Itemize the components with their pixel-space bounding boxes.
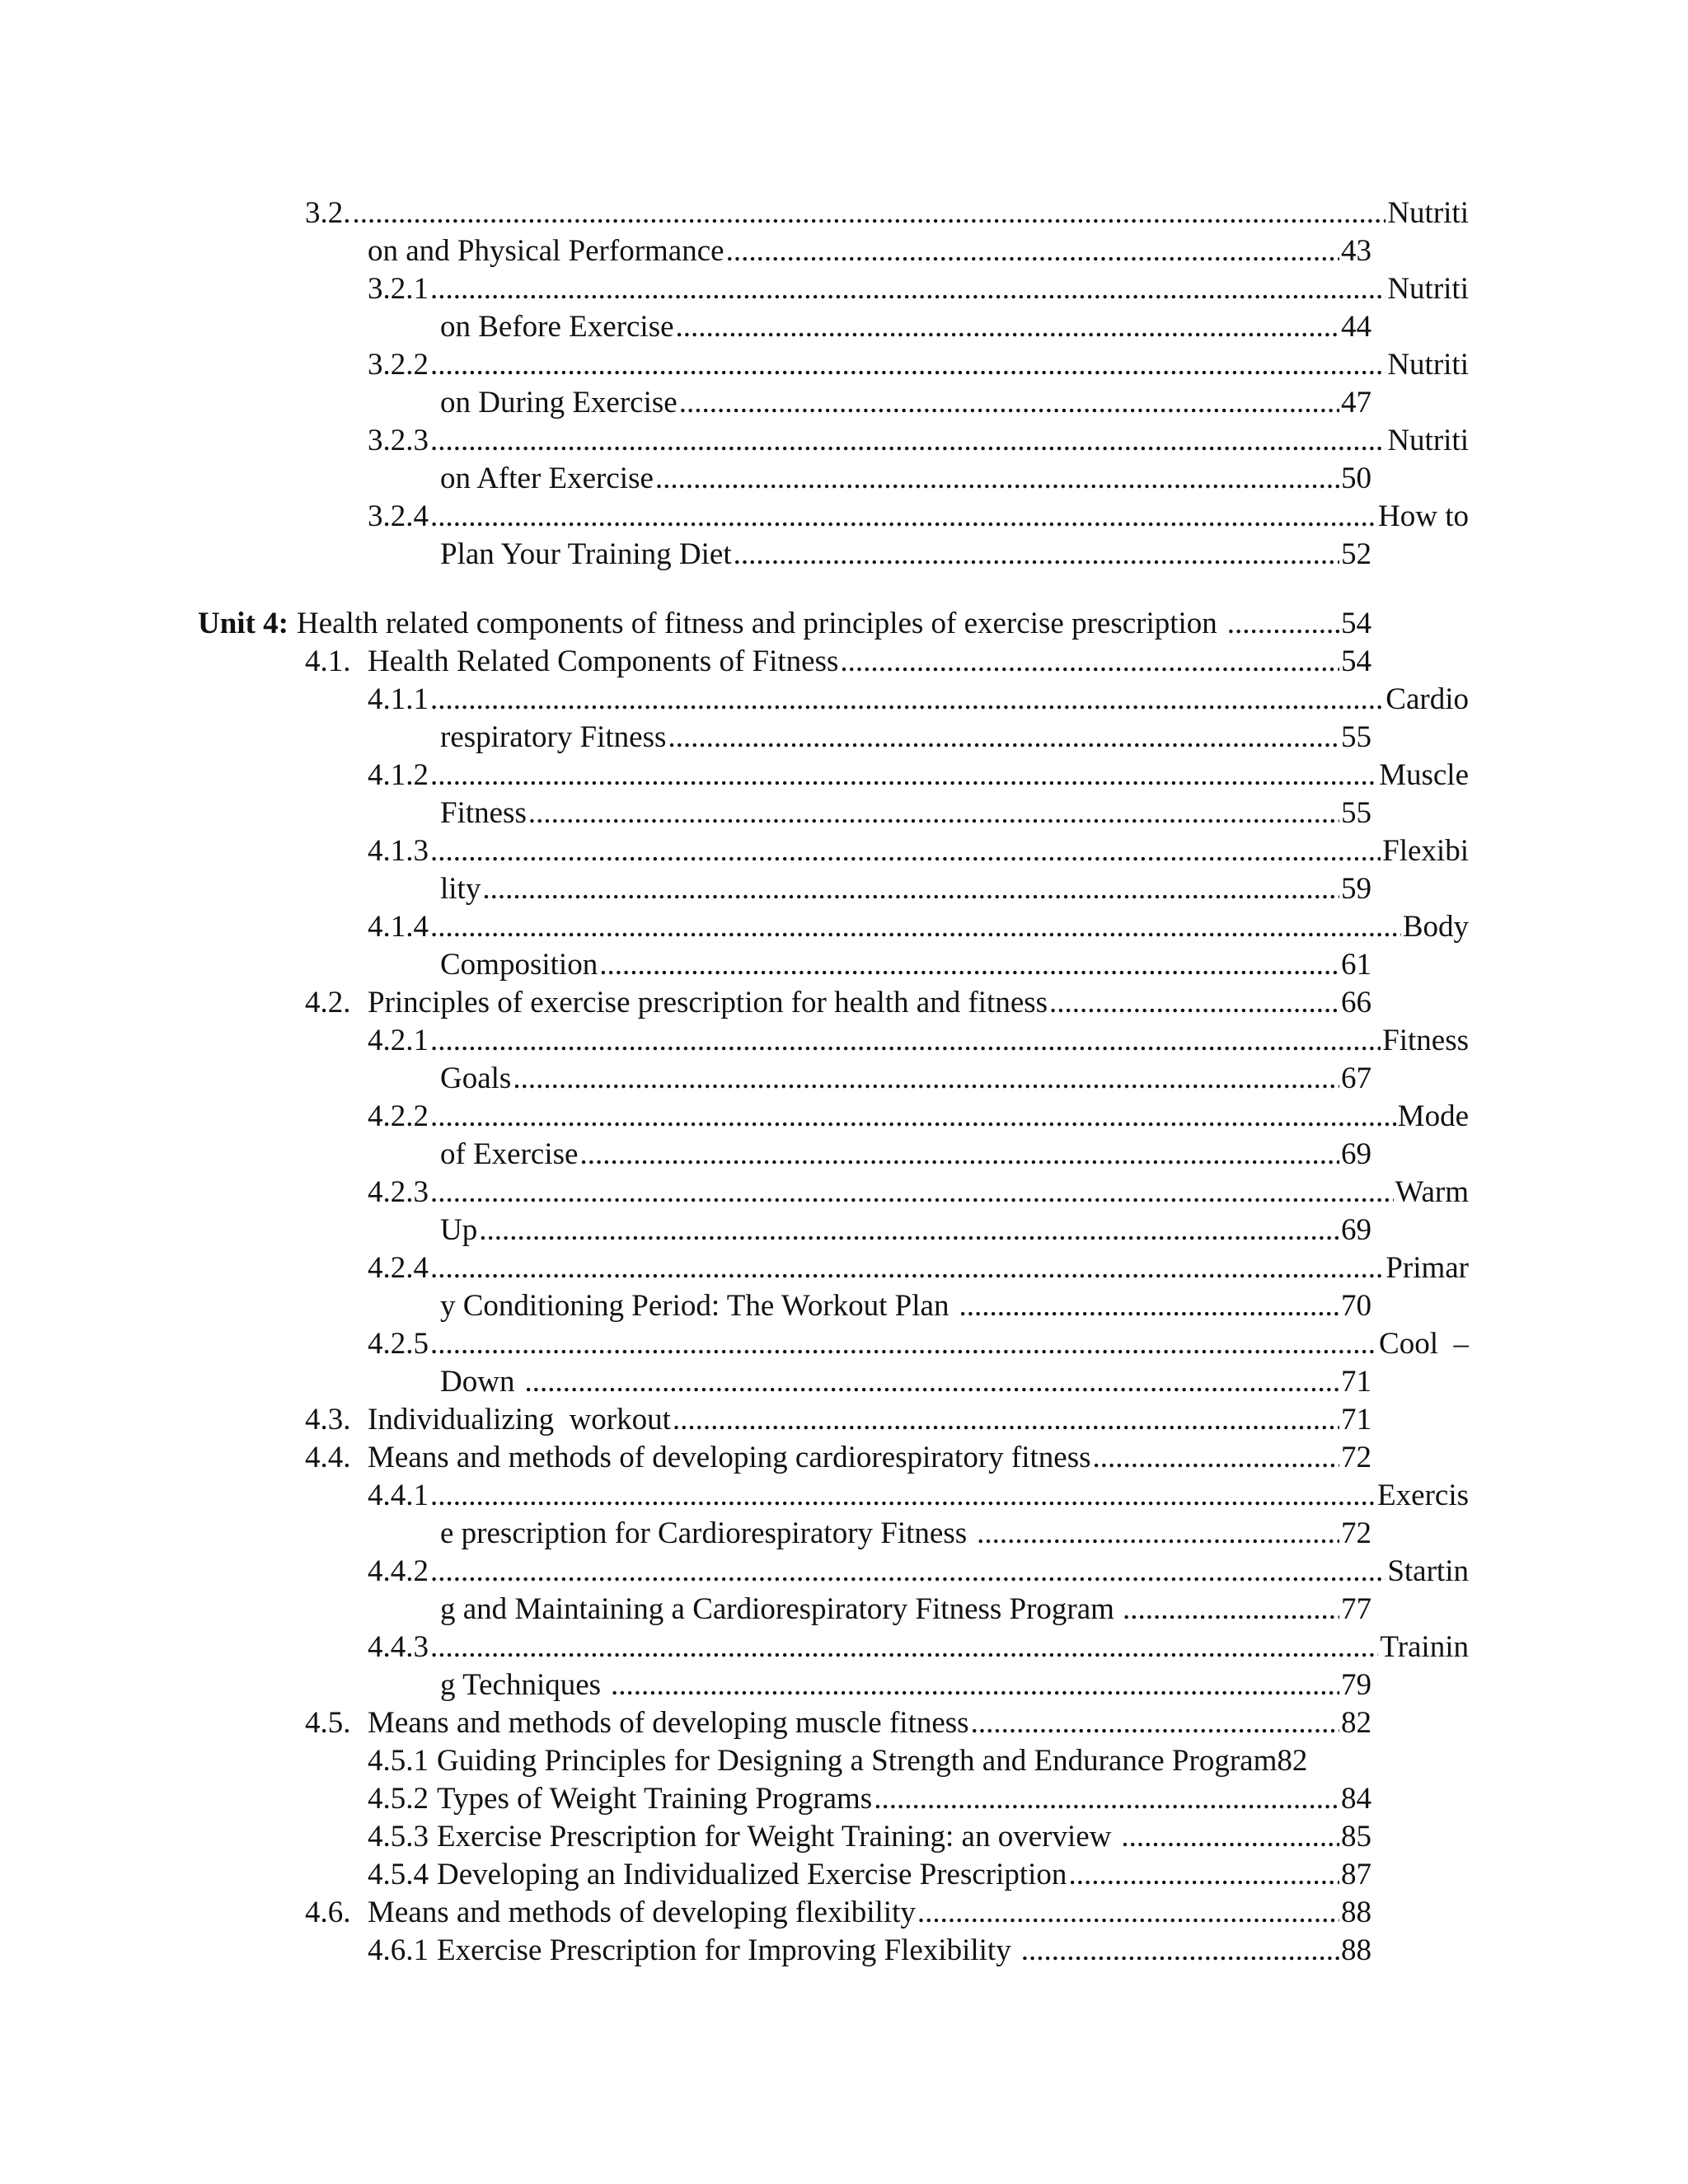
entry-tail: Trainin — [1380, 1630, 1469, 1664]
unit-title: Health related components of fitness and principles of exercise prescription — [296, 607, 1217, 640]
leader-dots — [676, 308, 1339, 346]
leader-dots — [430, 1325, 1377, 1363]
entry-title: Guiding Principles for Designing a Strength and Endurance Program — [437, 1744, 1278, 1778]
section-number: 4.1.4 — [368, 910, 429, 944]
page-number: 71 — [1341, 1365, 1372, 1399]
leader-dots — [528, 794, 1339, 832]
toc-entry[interactable] — [368, 1098, 1469, 1136]
page-number: 82 — [1277, 1744, 1308, 1778]
section-number: 4.5. — [305, 1706, 351, 1740]
page-number: 55 — [1341, 720, 1372, 754]
toc-entry[interactable] — [440, 794, 1372, 832]
leader-dots — [655, 460, 1339, 498]
leader-dots — [679, 384, 1339, 422]
toc-entry[interactable] — [368, 1932, 1372, 1970]
section-number: 4.4. — [305, 1441, 351, 1474]
entry-tail: Body — [1402, 910, 1469, 944]
leader-dots — [430, 1553, 1386, 1591]
toc-entry[interactable] — [368, 1477, 1469, 1515]
leader-dots — [430, 908, 1401, 946]
section-number: 4.2. — [305, 986, 351, 1019]
page-number: 70 — [1341, 1289, 1372, 1323]
leader-dots — [513, 1060, 1339, 1098]
leader-dots — [611, 1666, 1339, 1704]
leader-dots — [1049, 984, 1339, 1022]
entry-title: Means and methods of developing cardiorespiratory fitness — [368, 1441, 1091, 1474]
leader-dots — [430, 422, 1386, 460]
entry-title: Fitness — [440, 796, 527, 830]
entry-title: on After Exercise — [440, 462, 654, 495]
page-number: 88 — [1341, 1896, 1372, 1929]
leader-dots — [524, 1363, 1339, 1401]
page-number: 79 — [1341, 1668, 1372, 1702]
page-number: 72 — [1341, 1516, 1372, 1550]
entry-title: Exercise Prescription for Improving Flexibility — [437, 1933, 1011, 1967]
page-number: 69 — [1341, 1213, 1372, 1247]
entry-title: Up — [440, 1213, 478, 1247]
section-number: 4.2.1 — [368, 1024, 429, 1057]
section-number: 4.2.3 — [368, 1175, 429, 1209]
toc-entry[interactable] — [440, 1287, 1372, 1325]
section-number: 3.2.1 — [368, 272, 429, 306]
toc-entry[interactable] — [440, 1515, 1372, 1553]
toc-entry[interactable] — [440, 1136, 1372, 1174]
entry-title: g and Maintaining a Cardiorespiratory Fitness Program — [440, 1592, 1114, 1626]
toc-entry[interactable] — [368, 908, 1469, 946]
page-number: 69 — [1341, 1137, 1372, 1171]
toc-entry[interactable] — [305, 1894, 1372, 1932]
toc-entry[interactable] — [368, 270, 1469, 308]
toc-entry[interactable] — [368, 346, 1469, 384]
toc-entry[interactable] — [368, 1249, 1469, 1287]
leader-dots — [917, 1894, 1339, 1932]
page-number: 72 — [1341, 1441, 1372, 1474]
page-number: 59 — [1341, 872, 1372, 906]
entry-tail: Nutriti — [1387, 272, 1469, 306]
leader-dots — [668, 719, 1339, 757]
page-number: 55 — [1341, 796, 1372, 830]
page-number: 84 — [1341, 1782, 1372, 1816]
entry-title: Composition — [440, 948, 598, 982]
entry-tail: Mode — [1397, 1099, 1469, 1133]
leader-dots — [430, 1098, 1396, 1136]
leader-dots — [430, 270, 1386, 308]
page-number: 50 — [1341, 462, 1372, 495]
toc-entry[interactable] — [305, 1704, 1372, 1742]
section-number: 4.1. — [305, 644, 351, 678]
unit-number: Unit 4: — [198, 607, 288, 640]
entry-title: Health Related Components of Fitness — [368, 644, 839, 678]
entry-tail: Exercis — [1377, 1479, 1469, 1512]
section-number: 3.2.4 — [368, 499, 429, 533]
entry-tail: Cardio — [1386, 682, 1469, 716]
entry-title: y Conditioning Period: The Workout Plan — [440, 1289, 950, 1323]
toc-entry[interactable] — [305, 984, 1372, 1022]
entry-tail: Primar — [1386, 1251, 1469, 1285]
entry-title: Means and methods of developing flexibility — [368, 1896, 916, 1929]
page-number: 54 — [1341, 644, 1372, 678]
toc-entry[interactable] — [440, 719, 1372, 757]
entry-tail: Cool – — [1379, 1327, 1469, 1361]
section-number: 4.5.4 — [368, 1858, 429, 1891]
toc-entry[interactable] — [305, 194, 1469, 232]
toc-entry[interactable] — [368, 1553, 1469, 1591]
page-number: 52 — [1341, 537, 1372, 571]
section-number: 3.2. — [305, 196, 351, 230]
toc-entry[interactable] — [368, 1856, 1372, 1894]
section-number: 4.4.3 — [368, 1630, 429, 1664]
leader-dots — [1021, 1932, 1339, 1970]
section-number: 4.2.5 — [368, 1327, 429, 1361]
section-number: 4.2.4 — [368, 1251, 429, 1285]
page-number: 61 — [1341, 948, 1372, 982]
section-number: 4.1.1 — [368, 682, 429, 716]
toc-entry[interactable] — [440, 1591, 1372, 1629]
leader-dots — [430, 1249, 1384, 1287]
entry-title: respiratory Fitness — [440, 720, 667, 754]
entry-tail: Warm — [1395, 1175, 1469, 1209]
leader-dots — [1068, 1856, 1339, 1894]
toc-entry[interactable] — [368, 1780, 1372, 1818]
section-number: 4.3. — [305, 1403, 351, 1436]
page-number: 54 — [1341, 607, 1372, 640]
entry-title: g Techniques — [440, 1668, 602, 1702]
entry-title: Developing an Individualized Exercise Prescription — [437, 1858, 1067, 1891]
toc-entry[interactable] — [368, 1629, 1469, 1666]
toc-entry[interactable] — [440, 460, 1372, 498]
page-number: 67 — [1341, 1062, 1372, 1095]
entry-title: Principles of exercise prescription for health and fitness — [368, 986, 1048, 1019]
toc-entry[interactable] — [368, 757, 1469, 794]
entry-title: on During Exercise — [440, 386, 678, 419]
page-number: 71 — [1341, 1403, 1372, 1436]
leader-dots — [430, 1477, 1376, 1515]
toc-entry[interactable] — [305, 643, 1372, 681]
page-number: 77 — [1341, 1592, 1372, 1626]
section-number: 4.6.1 — [368, 1933, 429, 1967]
leader-dots — [479, 1212, 1339, 1249]
entry-tail: How to — [1378, 499, 1469, 533]
leader-dots — [353, 194, 1386, 232]
toc-entry[interactable] — [368, 1022, 1469, 1060]
entry-title: Exercise Prescription for Weight Training: an overview — [437, 1820, 1112, 1854]
toc-entry[interactable] — [440, 536, 1372, 574]
entry-tail: Nutriti — [1387, 196, 1469, 230]
entry-tail: Startin — [1387, 1554, 1469, 1588]
page-number: 82 — [1341, 1706, 1372, 1740]
section-number: 3.2.2 — [368, 348, 429, 382]
page-number: 88 — [1341, 1933, 1372, 1967]
toc-entry[interactable] — [368, 832, 1469, 870]
leader-dots — [977, 1515, 1339, 1553]
page-number: 85 — [1341, 1820, 1372, 1854]
leader-dots — [430, 832, 1381, 870]
toc-entry[interactable] — [440, 384, 1372, 422]
toc-entry[interactable] — [305, 1401, 1372, 1439]
leader-dots — [1093, 1439, 1340, 1477]
leader-dots — [599, 946, 1339, 984]
section-number: 3.2.3 — [368, 424, 429, 457]
toc-entry[interactable] — [368, 422, 1469, 460]
entry-tail: Flexibi — [1382, 834, 1469, 868]
entry-tail: Nutriti — [1387, 348, 1469, 382]
entry-title: Goals — [440, 1062, 512, 1095]
leader-dots — [430, 1629, 1378, 1666]
entry-title: lity — [440, 872, 481, 906]
leader-dots — [726, 232, 1339, 270]
section-number: 4.1.2 — [368, 758, 429, 792]
entry-title: Types of Weight Training Programs — [437, 1782, 873, 1816]
toc-entry[interactable] — [305, 1439, 1372, 1477]
toc-entry[interactable] — [368, 232, 1372, 270]
entry-title: Plan Your Training Diet — [440, 537, 732, 571]
leader-dots — [734, 536, 1339, 574]
toc-entry[interactable] — [368, 681, 1469, 719]
toc-entry[interactable] — [440, 1212, 1372, 1249]
section-number: 4.4.1 — [368, 1479, 429, 1512]
toc-entry[interactable] — [368, 1818, 1372, 1856]
toc-entry[interactable] — [368, 1742, 1372, 1780]
page-number: 47 — [1341, 386, 1372, 419]
section-number: 4.2.2 — [368, 1099, 429, 1133]
section-number: 4.6. — [305, 1896, 351, 1929]
leader-dots — [1121, 1818, 1339, 1856]
leader-dots — [1123, 1591, 1339, 1629]
toc-entry[interactable] — [440, 946, 1372, 984]
toc-entry[interactable] — [368, 498, 1469, 536]
toc-entry[interactable] — [440, 1060, 1372, 1098]
toc-entry[interactable] — [368, 1325, 1469, 1363]
page-number: 44 — [1341, 310, 1372, 344]
leader-dots — [673, 1401, 1339, 1439]
entry-title: on Before Exercise — [440, 310, 674, 344]
leader-dots — [430, 1022, 1381, 1060]
toc-entry[interactable] — [368, 1174, 1469, 1212]
section-number: 4.5.3 — [368, 1820, 429, 1854]
toc-entry[interactable] — [440, 308, 1372, 346]
leader-dots — [959, 1287, 1339, 1325]
leader-dots — [840, 643, 1339, 681]
leader-dots — [430, 498, 1376, 536]
entry-tail: Muscle — [1379, 758, 1469, 792]
toc-entry[interactable] — [440, 1363, 1372, 1401]
entry-tail: Fitness — [1382, 1024, 1469, 1057]
leader-dots — [430, 757, 1377, 794]
leader-dots — [971, 1704, 1339, 1742]
leader-dots — [430, 346, 1386, 384]
section-number: 4.5.1 — [368, 1744, 429, 1778]
page-number: 43 — [1341, 234, 1372, 268]
entry-title: Means and methods of developing muscle fitness — [368, 1706, 969, 1740]
entry-title: Down — [440, 1365, 515, 1399]
entry-tail: Nutriti — [1387, 424, 1469, 457]
entry-title: e prescription for Cardiorespiratory Fitness — [440, 1516, 968, 1550]
leader-dots — [874, 1780, 1339, 1818]
entry-title: of Exercise — [440, 1137, 579, 1171]
section-number: 4.4.2 — [368, 1554, 429, 1588]
toc-entry[interactable] — [440, 870, 1372, 908]
entry-title: Individualizing workout — [368, 1403, 671, 1436]
leader-dots — [482, 870, 1339, 908]
leader-dots — [1227, 605, 1339, 643]
toc-entry[interactable] — [440, 1666, 1372, 1704]
section-number: 4.5.2 — [368, 1782, 429, 1816]
page-number: 66 — [1341, 986, 1372, 1019]
entry-title: on and Physical Performance — [368, 234, 724, 268]
page-number: 87 — [1341, 1858, 1372, 1891]
leader-dots — [430, 681, 1384, 719]
leader-dots — [430, 1174, 1394, 1212]
leader-dots — [579, 1136, 1339, 1174]
unit-heading[interactable] — [198, 605, 1372, 643]
section-number: 4.1.3 — [368, 834, 429, 868]
